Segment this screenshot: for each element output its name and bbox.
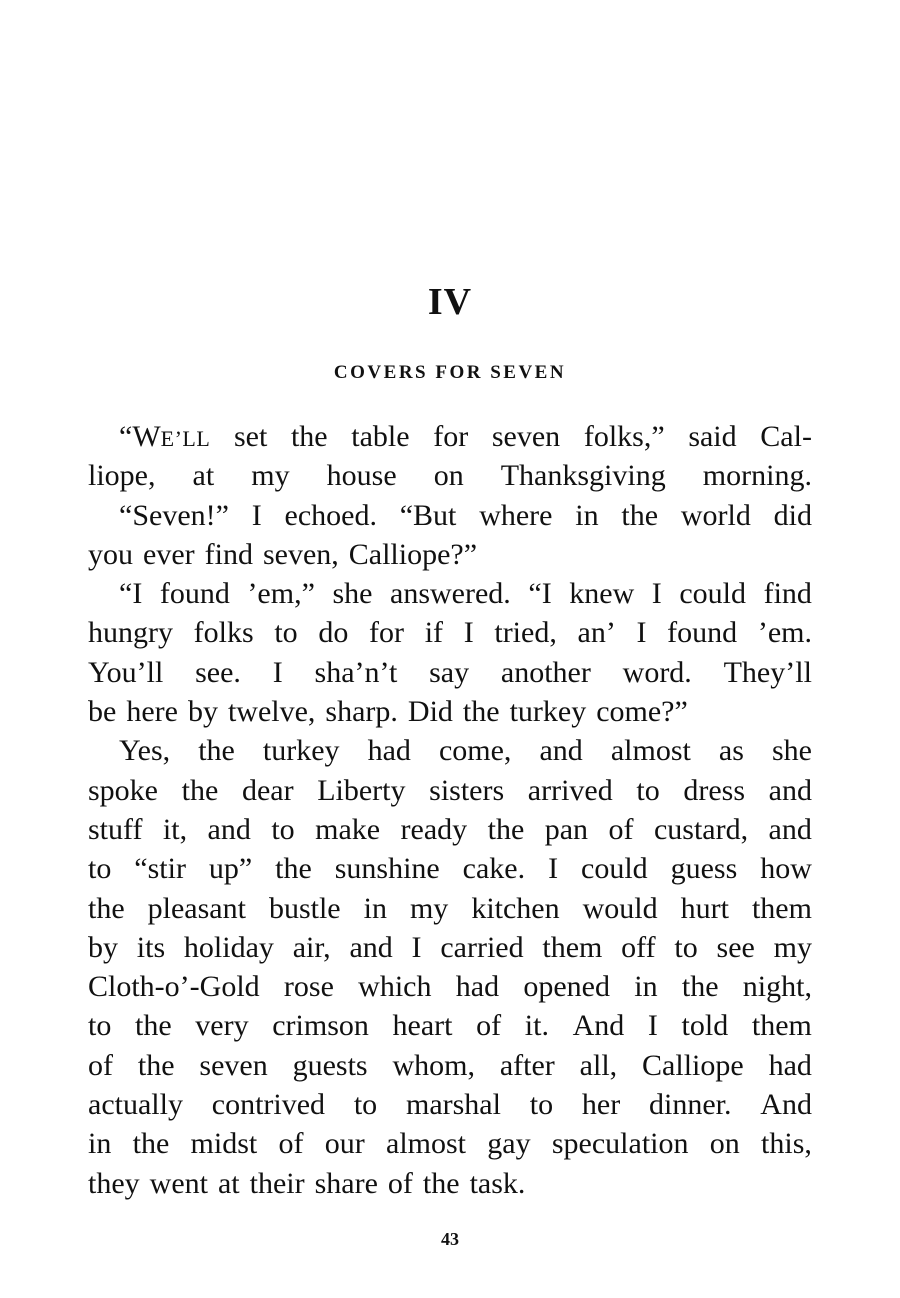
word: for <box>369 616 405 650</box>
word: word. <box>622 655 692 689</box>
word: the <box>422 1166 460 1200</box>
word: in <box>634 970 658 1004</box>
opening-quote-letter: “W <box>119 420 161 453</box>
text-line <box>88 574 812 613</box>
word: I <box>647 1009 658 1043</box>
word: told <box>681 1009 729 1043</box>
word: the <box>621 498 659 532</box>
word: of <box>278 1127 304 1161</box>
word: I <box>463 616 474 650</box>
word: task. <box>469 1166 526 1200</box>
word: air, <box>292 930 331 964</box>
word: I <box>548 852 559 886</box>
word: echoed. <box>284 498 377 532</box>
word: the <box>290 420 328 453</box>
word: of <box>387 1166 413 1200</box>
word: this, <box>761 1127 812 1161</box>
word: Cal- <box>760 420 812 453</box>
word: rose <box>283 970 334 1004</box>
word: arrived <box>527 773 613 807</box>
word: dear <box>241 773 294 807</box>
word: after <box>499 1048 555 1082</box>
word: gay <box>487 1127 531 1161</box>
text-line <box>88 1085 812 1124</box>
word: they <box>88 1166 140 1200</box>
word: I <box>411 930 422 964</box>
word: to <box>88 1009 112 1043</box>
word: had <box>768 1048 812 1082</box>
word: set <box>233 420 268 453</box>
word: its <box>136 930 166 964</box>
word: you <box>88 537 133 571</box>
word: my <box>409 891 449 925</box>
word: seven, <box>262 537 339 571</box>
word: of <box>88 1048 113 1082</box>
word: bustle <box>268 891 341 925</box>
word: marshal <box>405 1088 501 1122</box>
word: actually <box>88 1088 183 1122</box>
word: And <box>572 1009 625 1043</box>
word: if <box>424 616 444 650</box>
word: of <box>608 812 634 846</box>
word: Thanksgiving <box>500 459 666 493</box>
word: off <box>621 930 656 964</box>
text-line <box>88 1006 812 1045</box>
word: had <box>367 734 411 768</box>
word: and <box>768 812 812 846</box>
text-line <box>88 496 812 535</box>
word: my <box>251 459 290 493</box>
word: They’ll <box>723 655 812 689</box>
word: said <box>688 420 737 453</box>
text-line <box>88 731 812 770</box>
word: another <box>500 655 591 689</box>
word: them <box>751 1009 812 1043</box>
word: opened <box>523 970 610 1004</box>
opening-smallcaps: E’LL <box>160 426 211 451</box>
word: in <box>88 1127 112 1161</box>
word: at <box>217 1166 240 1200</box>
word: speculation <box>551 1127 689 1161</box>
word: see <box>716 930 755 964</box>
word: almost <box>610 734 691 768</box>
word: folks <box>193 616 254 650</box>
text-line <box>88 1164 812 1203</box>
text-line <box>88 535 812 574</box>
word: “stir <box>134 852 186 886</box>
word: the <box>137 1048 175 1082</box>
word: Calliope <box>642 1048 744 1082</box>
text-line <box>88 613 812 652</box>
word: do <box>318 616 349 650</box>
word: house <box>326 459 397 493</box>
word: to <box>88 852 112 886</box>
word: world <box>680 498 751 532</box>
word: an’ <box>577 616 616 650</box>
text-line <box>88 771 812 810</box>
word: by <box>88 930 118 964</box>
word: Did <box>407 695 453 729</box>
word: folks,” <box>583 420 665 453</box>
word: the <box>132 1127 170 1161</box>
text-line <box>88 417 812 456</box>
word: guests <box>292 1048 368 1082</box>
word: did <box>773 498 812 532</box>
word: sunshine <box>334 852 440 886</box>
word: all, <box>579 1048 618 1082</box>
word: heart <box>392 1009 453 1043</box>
word: could <box>679 577 747 611</box>
word: spoke <box>88 773 158 807</box>
word: ever <box>143 537 195 571</box>
word: seven <box>199 1048 268 1082</box>
word: say <box>429 655 470 689</box>
word: You’ll <box>88 655 164 689</box>
word: the <box>275 852 312 886</box>
word: ’em,” <box>247 577 315 611</box>
word: and <box>207 812 251 846</box>
word: in <box>363 891 387 925</box>
chapter-number: IV <box>427 281 473 323</box>
word: on <box>433 459 464 493</box>
word: in <box>575 498 599 532</box>
word: turkey <box>262 734 340 768</box>
word: pan <box>544 812 589 846</box>
text-line <box>88 849 812 888</box>
word: I <box>636 616 647 650</box>
word: how <box>760 852 812 886</box>
word: the <box>134 1009 172 1043</box>
word: holiday <box>183 930 274 964</box>
word: come, <box>438 734 512 768</box>
word: here <box>126 695 178 729</box>
word: carried <box>440 930 524 964</box>
word: and <box>349 930 393 964</box>
word: tried, <box>494 616 557 650</box>
body-text <box>88 417 812 1203</box>
word: at <box>192 459 215 493</box>
word: ’em. <box>757 616 812 650</box>
word: almost <box>386 1127 467 1161</box>
word: very <box>195 1009 249 1043</box>
word: the <box>88 891 125 925</box>
word: could <box>581 852 648 886</box>
word: it. <box>524 1009 549 1043</box>
word: seven <box>491 420 561 453</box>
word: I <box>251 498 262 532</box>
word: crimson <box>272 1009 369 1043</box>
word: the <box>681 970 719 1004</box>
word: be <box>88 695 117 729</box>
word: Calliope?” <box>348 537 478 571</box>
word: where <box>479 498 553 532</box>
word: make <box>315 812 381 846</box>
word: “I <box>528 577 552 611</box>
word: would <box>582 891 658 925</box>
word: find <box>204 537 253 571</box>
word: up” <box>208 852 253 886</box>
word: our <box>324 1127 365 1161</box>
word: “But <box>399 498 457 532</box>
word: of <box>476 1009 502 1043</box>
word: table <box>351 420 410 453</box>
text-line <box>88 889 812 928</box>
word: come?” <box>596 695 688 729</box>
word: them <box>542 930 603 964</box>
word: night, <box>742 970 812 1004</box>
word: see. <box>195 655 241 689</box>
word: to <box>353 1088 378 1122</box>
word: ready <box>400 812 468 846</box>
word: on <box>709 1127 740 1161</box>
word: And <box>760 1088 812 1122</box>
word: the <box>487 812 525 846</box>
text-line <box>88 653 812 692</box>
word: twelve, <box>227 695 316 729</box>
word: kitchen <box>471 891 560 925</box>
word: Cloth-o’-Gold <box>88 970 260 1004</box>
word: to <box>636 773 660 807</box>
word: Yes, <box>119 734 171 768</box>
word: she <box>332 577 373 611</box>
word: sha’n’t <box>314 655 398 689</box>
word: whom, <box>392 1048 475 1082</box>
word: Liberty <box>317 773 406 807</box>
word: custard, <box>653 812 749 846</box>
word: guess <box>670 852 738 886</box>
word: dinner. <box>649 1088 732 1122</box>
text-line <box>88 456 812 495</box>
word: to <box>529 1088 554 1122</box>
word: contrived <box>211 1088 326 1122</box>
word: liope, <box>88 459 156 493</box>
opening-word <box>119 417 210 456</box>
text-line <box>88 692 812 731</box>
word: she <box>771 734 812 768</box>
word: “I <box>119 577 143 611</box>
word: morning. <box>702 459 812 493</box>
page-number: 43 <box>441 1229 459 1249</box>
text-line <box>88 967 812 1006</box>
text-line <box>88 928 812 967</box>
word: to <box>674 930 698 964</box>
word: cake. <box>462 852 526 886</box>
word: stuff <box>88 812 143 846</box>
word: my <box>773 930 812 964</box>
word: answered. <box>390 577 511 611</box>
word: the <box>181 773 219 807</box>
chapter-title: COVERS FOR SEVEN <box>333 362 567 383</box>
text-line <box>88 810 812 849</box>
word: turkey <box>509 695 587 729</box>
word: the <box>198 734 235 768</box>
word: by <box>187 695 218 729</box>
text-line <box>88 1124 812 1163</box>
text-line <box>88 1046 812 1085</box>
word: and <box>768 773 812 807</box>
word: which <box>358 970 432 1004</box>
word: to <box>271 812 295 846</box>
word: and <box>539 734 583 768</box>
word: I <box>651 577 662 611</box>
word: hungry <box>88 616 173 650</box>
word: for <box>433 420 469 453</box>
word: their <box>249 1166 305 1200</box>
word: dress <box>683 773 746 807</box>
word: as <box>718 734 744 768</box>
word: her <box>581 1088 621 1122</box>
word: had <box>455 970 500 1004</box>
word: sisters <box>429 773 505 807</box>
word: to <box>274 616 298 650</box>
word: “Seven!” <box>119 498 229 532</box>
word: found <box>159 577 230 611</box>
word: went <box>149 1166 208 1200</box>
word: share <box>314 1166 378 1200</box>
word: knew <box>569 577 635 611</box>
word: found <box>667 616 738 650</box>
word: midst <box>190 1127 258 1161</box>
word: I <box>272 655 283 689</box>
word: pleasant <box>147 891 246 925</box>
word: hurt <box>680 891 729 925</box>
word: find <box>763 577 812 611</box>
word: it, <box>162 812 188 846</box>
word: sharp. <box>325 695 398 729</box>
word: the <box>462 695 500 729</box>
word: them <box>751 891 812 925</box>
